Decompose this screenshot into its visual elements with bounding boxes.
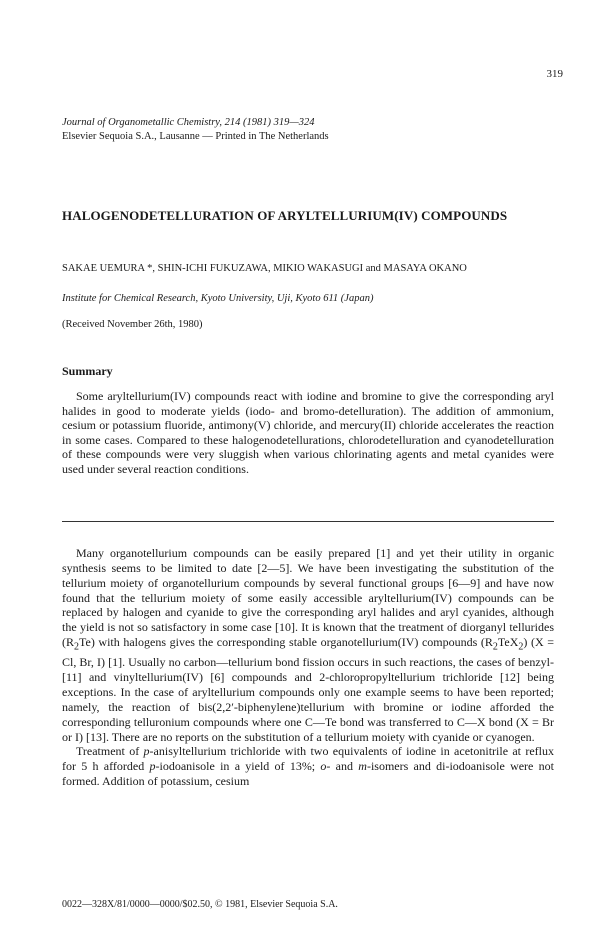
formula-r2te-r: R	[66, 635, 75, 650]
formula-r2tex2-r: R	[484, 635, 493, 650]
formula-r2tex2-tex: TeX	[497, 635, 519, 650]
article-title: HALOGENODETELLURATION OF ARYLTELLURIUM(IV) COMPOUNDS	[62, 208, 508, 223]
section-divider	[62, 521, 554, 522]
body-text	[62, 546, 554, 789]
affiliation: Institute for Chemical Research, Kyoto University, Uji, Kyoto 611 (Japan)	[62, 293, 374, 304]
body-p2-part-b: -anisyltellurium trichloride with two equivalents of iodine in acetonitrile at reflux for 5 h afforded	[62, 744, 554, 774]
formula-r2te-te: Te	[79, 635, 91, 650]
authors: SAKAE UEMURA *, SHIN-ICHI FUKUZAWA, MIKIO WAKASUGI and MASAYA OKANO	[62, 263, 467, 274]
body-p2-part-a: Treatment of	[76, 744, 144, 759]
footer-copyright: 0022—328X/81/0000—0000/$02.50, © 1981, Elsevier Sequoia S.A.	[62, 899, 338, 910]
body-p2-part-e: -isomers and di-iodoanisole were not formed. Addition of potassium, cesium	[62, 759, 554, 789]
page-number: 319	[546, 68, 563, 80]
formula-r2tex2-sub2: 2	[518, 641, 524, 653]
body-p1-part-a: Many organotellurium compounds can be easily prepared [1] and yet their utility in organic synthesis seems to be limited to date [2—5]. We have been investigating the substitution of the tellurium moiety of organotellurium compounds by several functional groups [6—9] and have now found that the tellurium moiety of some easily accessible aryltellurium(IV) compounds can be replaced by halogen and cyanide to give the corresponding aryl halides and aryl cyanides, although the yield is not so satisfactory in some case [10]. It is known that the treatment of diorganyl tellurides (	[62, 546, 554, 650]
received-date: (Received November 26th, 1980)	[62, 319, 203, 330]
body-p1-part-c: ) (X = Cl, Br, I) [1]. Usually no carbon—tellurium bond fission occurs in such reactions, the cases of benzyl- [11] and vinyltellurium(IV) [6] compounds and 2-chloropropyltellurium trichloride [12] being exceptions. In the case of aryltellurium compounds only one example seems to have been reported; namely, the reaction of bis(2,2′-biphenylene)tellurium with bromine or iodine afforded the corresponding telluronium compounds where one C—Te bond was transferred to C—X bond (X = Br or I) [13]. There are no reports on the substitution of a tellurium moiety with cyanide or cyanogen.	[62, 635, 554, 744]
summary-heading: Summary	[62, 364, 113, 378]
summary-text: Some aryltellurium(IV) compounds react with iodine and bromine to give the corresponding aryl halides in good to moderate yields (iodo- and bromo-detelluration). The addition of ammonium, cesium or potassium fluoride, antimony(V) chloride, and mercury(II) chloride accelerates the reaction in some cases. Compared to these halogenodetellurations, chlorodetelluration and cyanodetelluration of these compounds were very sluggish when various chlorinating agents and metal cyanides were used under several reaction conditions.	[62, 389, 554, 476]
body-paragraph-1	[62, 546, 554, 744]
ortho-prefix-o: o	[320, 759, 327, 774]
formula-r2te	[66, 635, 91, 653]
journal-line-1: Journal of Organometallic Chemistry, 214 (1981) 319—324	[62, 117, 315, 128]
journal-line-2: Elsevier Sequoia S.A., Lausanne — Printed in The Netherlands	[62, 131, 329, 142]
meta-prefix-m: m	[358, 759, 367, 774]
body-p2-part-d: - and	[326, 759, 359, 774]
body-p1-part-b: ) with halogens gives the corresponding stable organotellurium(IV) compounds (	[90, 635, 485, 650]
para-prefix-p: p	[143, 744, 150, 759]
para-prefix-p-2: p	[149, 759, 156, 774]
formula-r2te-sub: 2	[74, 641, 80, 653]
body-paragraph-2	[62, 744, 554, 789]
formula-r2tex2-sub1: 2	[492, 641, 498, 653]
body-p2-part-c: -iodoanisole in a yield of 13%;	[155, 759, 321, 774]
formula-r2tex2	[484, 635, 524, 653]
journal-citation	[62, 116, 329, 144]
